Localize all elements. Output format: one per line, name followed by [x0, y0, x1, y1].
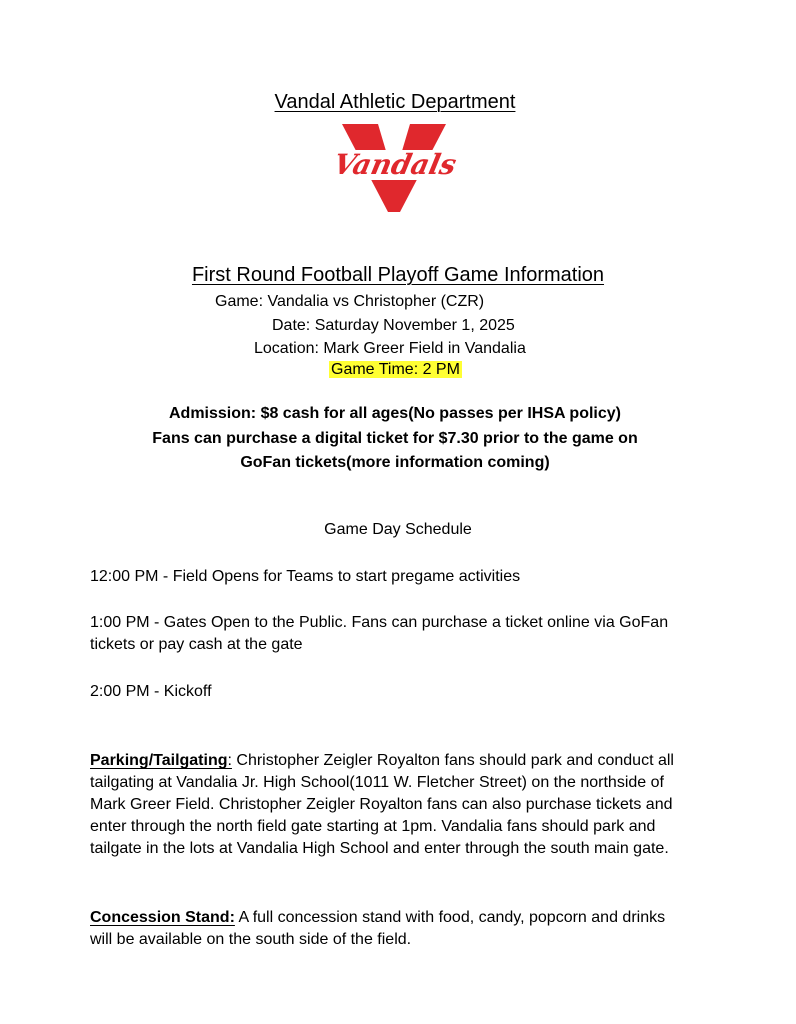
- schedule-item-1: 12:00 PM - Field Opens for Teams to start pregame activities: [90, 568, 521, 585]
- page-title: First Round Football Playoff Game Information: [191, 264, 605, 286]
- parking-label: Parking/Tailgating: [90, 752, 228, 769]
- game-time-badge: [329, 361, 462, 379]
- schedule-heading: Game Day Schedule: [324, 521, 472, 538]
- admission-line-1: Admission: $8 cash for all ages(No passes per IHSA policy): [169, 405, 621, 422]
- department-heading: [0, 91, 784, 114]
- admission-line-3: GoFan tickets(more information coming): [240, 454, 550, 471]
- department-title: Vandal Athletic Department: [274, 91, 516, 113]
- game-time: Game Time: 2 PM: [331, 361, 460, 378]
- parking-text: Christopher Zeigler Royalton fans should park and conduct all tailgating at Vandalia Jr. High School(1011 W. Fletcher Street) on the northside of Mark Greer Field. Christopher Zeigler Royalton fans can also purchase tickets and enter through the north field gate starting at 1pm. Vandalia fans should park and tailgate in the lots at Vandalia High School and enter through the south main gate.: [90, 752, 674, 857]
- game-matchup: Game: Vandalia vs Christopher (CZR): [215, 293, 485, 310]
- concession-paragraph: [90, 907, 670, 951]
- game-date: Date: Saturday November 1, 2025: [272, 317, 515, 334]
- vandals-logo: [330, 122, 460, 214]
- concession-text: A full concession stand with food, candy, popcorn and drinks will be available on the south side of the field.: [90, 909, 666, 948]
- concession-label: Concession Stand:: [90, 909, 235, 926]
- parking-paragraph: [90, 750, 700, 860]
- schedule-item-2: 1:00 PM - Gates Open to the Public. Fans can purchase a ticket online via GoFan tickets or pay cash at the gate: [90, 614, 669, 653]
- logo-script-text: Vandals: [330, 147, 460, 181]
- schedule-item-3: 2:00 PM - Kickoff: [90, 683, 212, 700]
- game-location: Location: Mark Greer Field in Vandalia: [254, 340, 526, 357]
- admission-line-2: Fans can purchase a digital ticket for $7.30 prior to the game on: [152, 430, 638, 447]
- parking-colon: :: [227, 752, 232, 769]
